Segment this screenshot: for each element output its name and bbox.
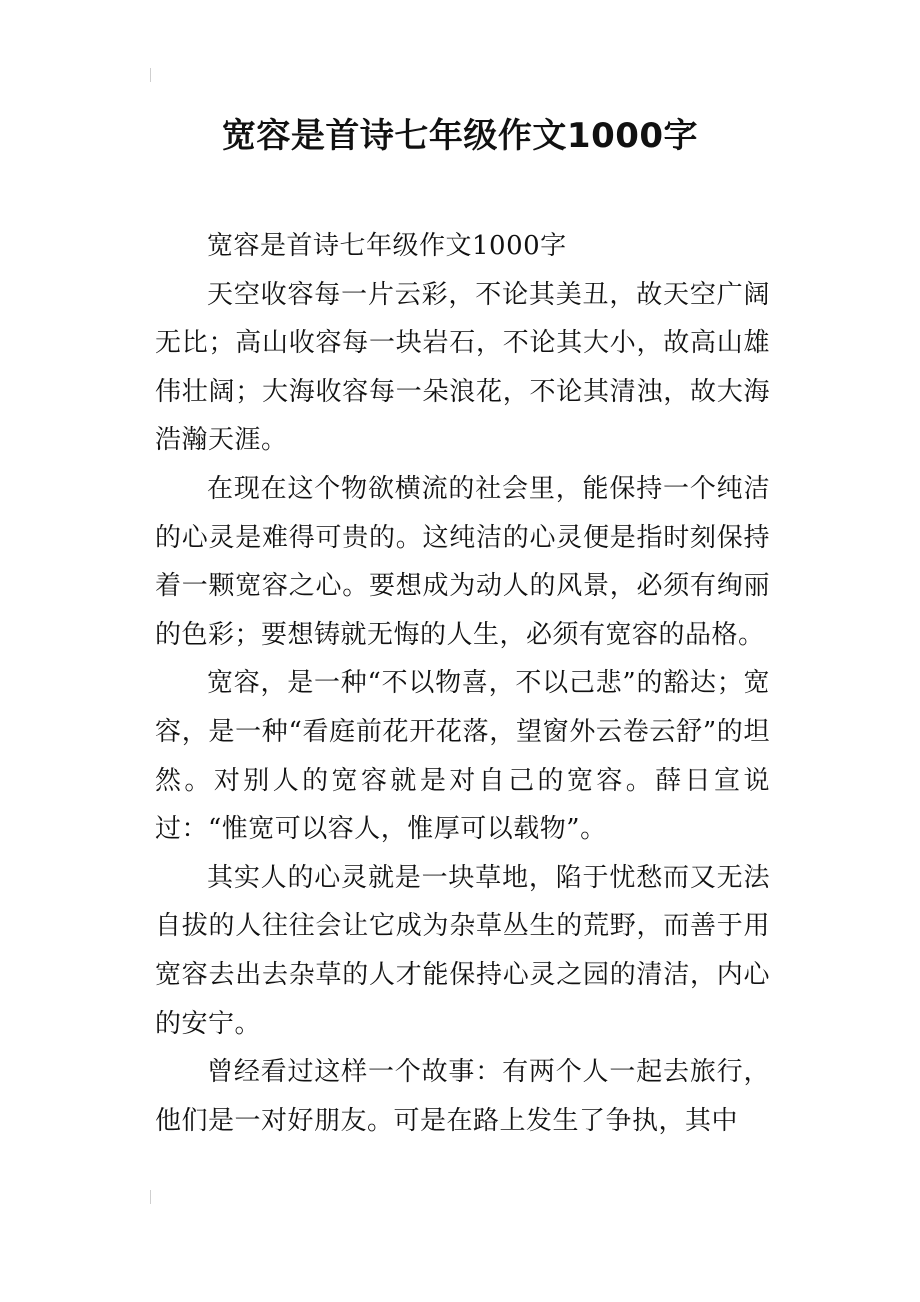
paragraph-1: 天空收容每一片云彩，不论其美丑，故天空广阔无比；高山收容每一块岩石，不论其大小，故高山雄伟壮阔；大海收容每一朵浪花，不论其清浊，故大海浩瀚天涯。 <box>155 279 770 456</box>
paragraph-4: 其实人的心灵就是一块草地，陷于忧愁而又无法自拔的人往往会让它成为杂草丛生的荒野，而善于用宽容去出去杂草的人才能保持心灵之园的清洁，内心的安宁。 <box>155 862 770 1039</box>
page-corner-mark-top <box>150 68 159 82</box>
document-body <box>155 222 770 1145</box>
document-title: 宽容是首诗七年级作文1000字 <box>221 116 699 156</box>
paragraph-5: 曾经看过这样一个故事：有两个人一起去旅行，他们是一对好朋友。可是在路上发生了争执，其中 <box>155 1057 770 1136</box>
page-corner-mark-bottom <box>150 1190 159 1204</box>
paragraph-2: 在现在这个物欲横流的社会里，能保持一个纯洁的心灵是难得可贵的。这纯洁的心灵便是指时刻保持着一颗宽容之心。要想成为动人的风景，必须有绚丽的色彩；要想铸就无悔的人生，必须有宽容的品格。 <box>155 473 770 650</box>
paragraph-3: 宽容，是一种“不以物喜，不以己悲”的豁达；宽容，是一种“看庭前花开花落，望窗外云卷云舒”的坦然。对别人的宽容就是对自己的宽容。薛日宣说过：“惟宽可以容人，惟厚可以载物”。 <box>155 668 770 845</box>
paragraph-subtitle: 宽容是首诗七年级作文1000字 <box>207 231 567 261</box>
